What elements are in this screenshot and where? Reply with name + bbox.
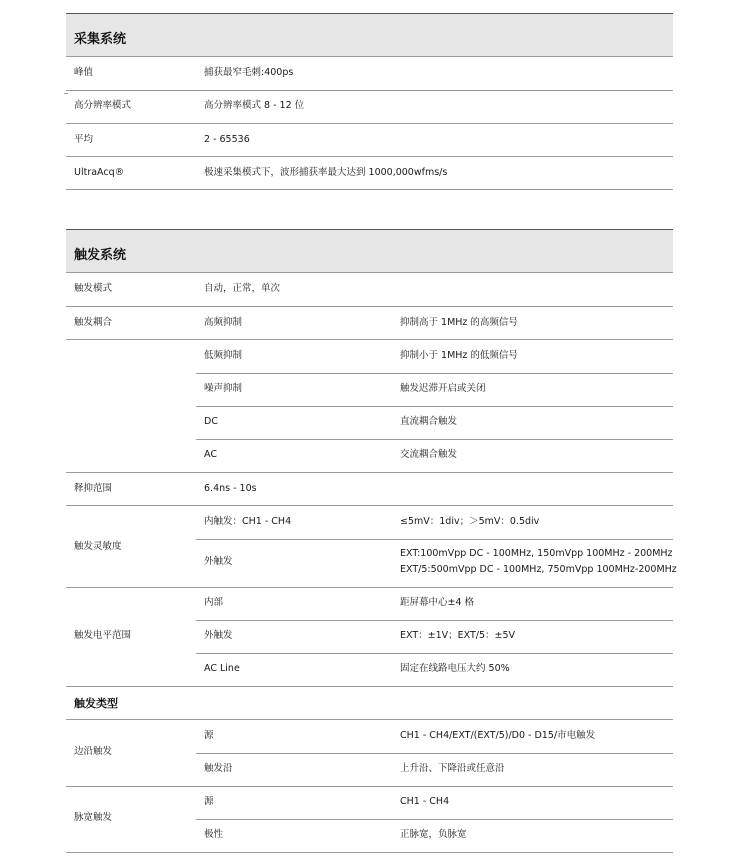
pulse-polarity-name: 极性: [204, 829, 224, 840]
sensitivity-internal-desc: ≤5mV：1div；＞5mV：0.5div: [400, 516, 540, 527]
sensitivity-external-name: 外触发: [204, 556, 233, 567]
sensitivity-external-desc-line2: EXT/5:500mVpp DC - 100MHz, 750mVpp 100MHz-200MHz: [400, 564, 677, 575]
coupling-label: 触发耦合: [74, 317, 113, 328]
row-divider: [196, 439, 673, 440]
average-value: 2 - 65536: [204, 134, 250, 145]
coupling-ac-name: AC: [204, 449, 217, 460]
row-divider: [66, 686, 673, 687]
edge-trigger-label: 边沿触发: [74, 746, 113, 757]
row-divider: [196, 819, 673, 820]
trigger-types-title: 触发类型: [74, 697, 118, 710]
row-divider: [66, 852, 673, 853]
holdoff-label: 释抑范围: [74, 483, 113, 494]
edge-source-name: 源: [204, 730, 214, 741]
highres-label: 高分辨率模式: [74, 100, 132, 111]
acquisition-section-title: 采集系统: [74, 32, 127, 47]
ultraacq-value: 极速采集模式下，波形捕获率最大达到 1000,000wfms/s: [204, 167, 448, 178]
coupling-noise-desc: 触发迟滞开启或关闭: [400, 383, 486, 394]
pulse-polarity-desc: 正脉宽，负脉宽: [400, 829, 467, 840]
row-divider: [66, 90, 673, 91]
edge-slope-name: 触发沿: [204, 763, 233, 774]
row-divider: [66, 472, 673, 473]
level-internal-name: 内部: [204, 597, 224, 608]
row-divider: [66, 505, 673, 506]
pulse-trigger-label: 脉宽触发: [74, 812, 113, 823]
peak-value: 捕获最窄毛刺:400ps: [204, 67, 294, 78]
trigger-mode-value: 自动，正常，单次: [204, 283, 281, 294]
edge-source-desc: CH1 - CH4/EXT/(EXT/5)/D0 - D15/市电触发: [400, 730, 596, 741]
row-divider: [66, 786, 673, 787]
row-divider: [196, 539, 673, 540]
row-divider: [66, 719, 673, 720]
average-label: 平均: [74, 134, 94, 145]
highres-value: 高分辨率模式 8 - 12 位: [204, 100, 305, 111]
row-divider: [66, 156, 673, 157]
peak-label: 峰值: [74, 67, 94, 78]
edge-slope-desc: 上升沿、下降沿或任意沿: [400, 763, 505, 774]
sensitivity-label: 触发灵敏度: [74, 541, 122, 552]
coupling-lf-desc: 抑制小于 1MHz 的低频信号: [400, 350, 518, 361]
row-divider: [196, 753, 673, 754]
level-internal-desc: 距屏幕中心±4 格: [400, 597, 475, 608]
coupling-dc-desc: 直流耦合触发: [400, 416, 458, 427]
row-divider: [66, 306, 673, 307]
coupling-dc-name: DC: [204, 416, 218, 427]
sensitivity-internal-name: 内触发：CH1 - CH4: [204, 516, 292, 527]
pulse-source-name: 源: [204, 796, 214, 807]
level-acline-desc: 固定在线路电压大约 50%: [400, 663, 510, 674]
coupling-noise-name: 噪声抑制: [204, 383, 243, 394]
level-range-label: 触发电平范围: [74, 630, 132, 641]
coupling-hf-name: 高频抑制: [204, 317, 243, 328]
coupling-hf-desc: 抑制高于 1MHz 的高频信号: [400, 317, 518, 328]
acquisition-section-header: [66, 13, 673, 57]
holdoff-value: 6.4ns - 10s: [204, 483, 257, 494]
row-divider: [196, 653, 673, 654]
pulse-source-desc: CH1 - CH4: [400, 796, 450, 807]
trigger-section-header: [66, 229, 673, 273]
coupling-lf-name: 低频抑制: [204, 350, 243, 361]
row-divider: [196, 620, 673, 621]
row-divider: [66, 339, 673, 340]
margin-tick: [64, 93, 68, 94]
row-divider: [66, 587, 673, 588]
row-divider: [66, 189, 673, 190]
row-divider: [196, 406, 673, 407]
row-divider: [66, 123, 673, 124]
level-acline-name: AC Line: [204, 663, 240, 674]
trigger-mode-label: 触发模式: [74, 283, 113, 294]
level-external-desc: EXT：±1V；EXT/5：±5V: [400, 630, 516, 641]
ultraacq-label: UltraAcq®: [74, 167, 125, 178]
level-external-name: 外触发: [204, 630, 233, 641]
sensitivity-external-desc-line1: EXT:100mVpp DC - 100MHz, 150mVpp 100MHz - 200MHz: [400, 548, 673, 559]
row-divider: [196, 373, 673, 374]
coupling-ac-desc: 交流耦合触发: [400, 449, 458, 460]
trigger-section-title: 触发系统: [74, 248, 127, 263]
